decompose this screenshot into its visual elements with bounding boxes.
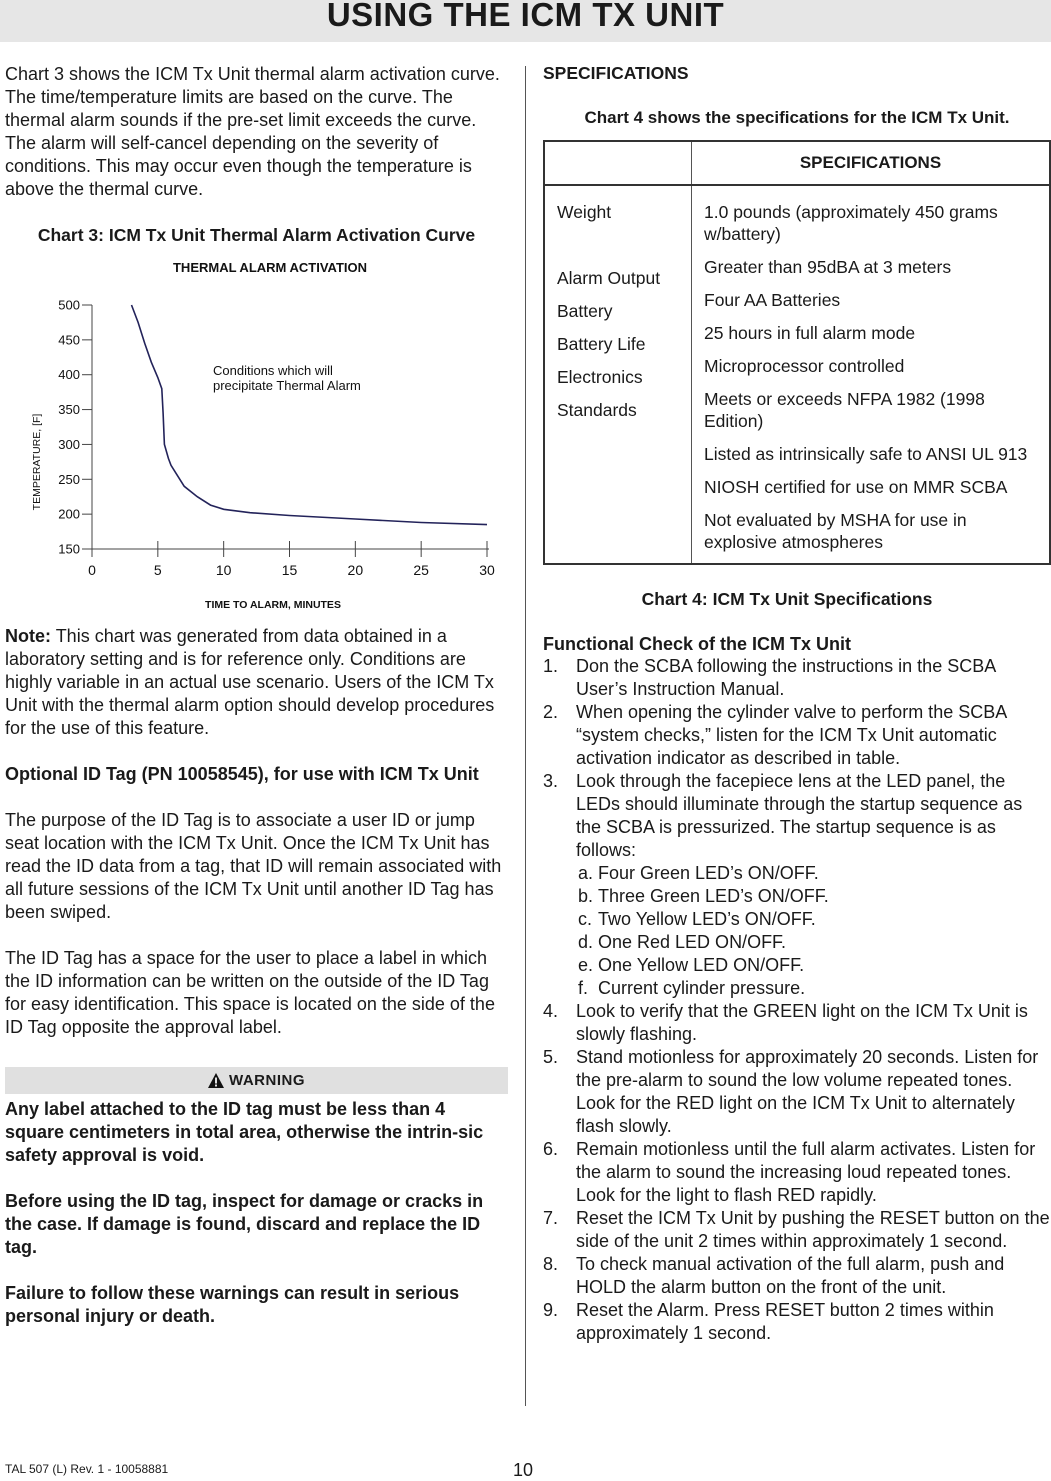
- x-tick-label: 0: [88, 562, 96, 578]
- spec-header: SPECIFICATIONS: [692, 141, 1051, 185]
- chart-title: THERMAL ALARM ACTIVATION: [172, 260, 368, 275]
- thermal-chart: [15, 257, 500, 615]
- step-number: 2.: [543, 702, 559, 722]
- spec-value: Meets or exceeds NFPA 1982 (1998 Edition): [704, 389, 985, 431]
- step-item: [543, 1253, 1051, 1299]
- step-text: Remain motionless until the full alarm activates. Listen for the alarm to sound the increasing loud repeated tones. Look for the light to flash RED rapidly.: [576, 1139, 1036, 1205]
- step-number: 3.: [543, 771, 559, 791]
- chart3-title: Chart 3: ICM Tx Unit Thermal Alarm Activation Curve: [37, 225, 476, 245]
- x-tick-label: 15: [281, 562, 298, 578]
- step-text: Reset the ICM Tx Unit by pushing the RESET button on the side of the unit 2 times within approximately 1 second.: [576, 1208, 1050, 1251]
- x-axis-label: TIME TO ALARM, MINUTES: [205, 599, 341, 611]
- specifications-heading: SPECIFICATIONS: [543, 63, 689, 83]
- substep-letter: b.: [578, 886, 594, 906]
- step-number: 7.: [543, 1208, 559, 1228]
- spec-value: NIOSH certified for use on MMR SCBA: [704, 477, 1008, 497]
- substep-letter: f.: [578, 978, 589, 998]
- step-item: [543, 1046, 1051, 1138]
- spec-value: 1.0 pounds (approximately 450 grams w/battery): [704, 202, 998, 244]
- thermal-chart-svg: [15, 257, 500, 615]
- step-item: [543, 1138, 1051, 1207]
- chart-axes: [58, 298, 495, 579]
- intro-paragraph: Chart 3 shows the ICM Tx Unit thermal alarm activation curve. The time/temperature limits are based on the curve. The thermal alarm sounds if the pre-set limit exceeds the curve. The alarm will self-cancel depending on the severity of conditions. This may occur even though the temperature is above the thermal curve.: [5, 64, 500, 199]
- spec-key: Alarm Output: [557, 268, 661, 288]
- y-tick-label: 250: [58, 471, 80, 487]
- spec-keys: [544, 185, 692, 564]
- step-text: Don the SCBA following the instructions in the SCBA User’s Instruction Manual.: [576, 656, 996, 699]
- substep-text: Two Yellow LED’s ON/OFF.: [598, 909, 816, 929]
- warning-paragraph: Before using the ID tag, inspect for damage or cracks in the case. If damage is found, discard and replace the ID tag.: [5, 1191, 484, 1257]
- step-number: 9.: [543, 1300, 559, 1320]
- functional-check-heading: Functional Check of the ICM Tx Unit: [543, 634, 852, 654]
- y-tick-label: 300: [58, 436, 80, 452]
- spec-value: Microprocessor controlled: [704, 356, 905, 376]
- annotation-line-1: Conditions which will: [213, 363, 333, 378]
- spec-value: Not evaluated by MSHA for use in explosive atmospheres: [704, 510, 967, 552]
- warning-paragraph: Failure to follow these warnings can result in serious personal injury or death.: [5, 1283, 460, 1326]
- x-tick-label: 20: [347, 562, 364, 578]
- left-column: [5, 63, 508, 1328]
- step-item: [543, 655, 1051, 701]
- x-tick-label: 10: [215, 562, 232, 578]
- annotation-line-2: precipitate Thermal Alarm: [213, 378, 361, 393]
- step-item: [543, 1299, 1051, 1345]
- y-tick-label: 150: [58, 541, 80, 557]
- note-paragraph: [5, 625, 508, 740]
- step-number: 1.: [543, 656, 559, 676]
- y-tick-label: 400: [58, 367, 80, 383]
- column-divider: [525, 66, 526, 1406]
- right-column: [543, 63, 1051, 1345]
- step-text: Look to verify that the GREEN light on the ICM Tx Unit is slowly flashing.: [576, 1001, 1028, 1044]
- spec-header-blank: [544, 141, 692, 185]
- spec-key: Standards: [557, 400, 637, 420]
- y-tick-label: 450: [58, 332, 80, 348]
- step-number: 8.: [543, 1254, 559, 1274]
- spec-key: Battery Life: [557, 334, 646, 354]
- id-tag-heading: Optional ID Tag (PN 10058545), for use with ICM Tx Unit: [5, 764, 479, 784]
- substep-text: Four Green LED’s ON/OFF.: [598, 863, 819, 883]
- substep-item: [578, 977, 1051, 1000]
- spec-value: Greater than 95dBA at 3 meters: [704, 257, 952, 277]
- substep-item: [578, 862, 1051, 885]
- step-text: Look through the facepiece lens at the LED panel, the LEDs should illuminate through the startup sequence as the SCBA is pressurized. The startup sequence is as follows:: [576, 771, 1023, 860]
- warning-banner: [5, 1067, 508, 1094]
- spec-key: Electronics: [557, 367, 643, 387]
- x-tick-label: 5: [153, 562, 162, 578]
- series-line: [132, 305, 488, 525]
- y-axis-label: TEMPERATURE, [F]: [31, 413, 43, 511]
- substep-letter: d.: [578, 932, 594, 952]
- step-item: [543, 701, 1051, 770]
- title-bar: [0, 0, 1051, 42]
- substep-text: One Red LED ON/OFF.: [598, 932, 787, 952]
- spec-value: Four AA Batteries: [704, 290, 841, 310]
- step-text: When opening the cylinder valve to perform the SCBA “system checks,” listen for the ICM Tx Unit automatic activation indicator as described in table.: [576, 702, 1007, 768]
- step-text: Stand motionless for approximately 20 seconds. Listen for the pre-alarm to sound the low volume repeated tones. Look for the RED light on the ICM Tx Unit to alternately flash slowly.: [576, 1047, 1039, 1136]
- warning-paragraph: Any label attached to the ID tag must be less than 4 square centimeters in total area, otherwise the intrin-sic safety approval is void.: [5, 1099, 484, 1165]
- spec-key: Battery: [557, 301, 613, 321]
- specifications-intro: Chart 4 shows the specifications for the ICM Tx Unit.: [584, 108, 1010, 127]
- substep-letter: a.: [578, 863, 594, 883]
- substep-text: One Yellow LED ON/OFF.: [598, 955, 805, 975]
- spec-value: Listed as intrinsically safe to ANSI UL 913: [704, 444, 1028, 464]
- step-item: [543, 1207, 1051, 1253]
- warning-label: WARNING: [229, 1072, 305, 1089]
- substep-item: [578, 931, 1051, 954]
- id-tag-paragraph-1: The purpose of the ID Tag is to associate a user ID or jump seat location with the ICM Tx Unit. Once the ICM Tx Unit has read the ID data from a tag, that ID will remain associated with all future sessions of the ICM Tx Unit until another ID Tag has been swiped.: [5, 810, 502, 922]
- footer-doc-id: TAL 507 (L) Rev. 1 - 10058881: [5, 1462, 169, 1476]
- y-tick-label: 350: [58, 402, 80, 418]
- substep-item: [578, 885, 1051, 908]
- page-title: USING THE ICM TX UNIT: [326, 0, 725, 33]
- chart4-caption: Chart 4: ICM Tx Unit Specifications: [641, 589, 933, 609]
- spec-values: [692, 185, 1051, 564]
- spec-header-row: [544, 141, 1050, 185]
- substep-item: [578, 908, 1051, 931]
- specifications-table: [543, 140, 1051, 565]
- step-text: Reset the Alarm. Press RESET button 2 times within approximately 1 second.: [576, 1300, 994, 1343]
- substep-text: Current cylinder pressure.: [598, 978, 806, 998]
- substep-letter: e.: [578, 955, 594, 975]
- spec-body-row: [544, 185, 1050, 564]
- step-number: 5.: [543, 1047, 559, 1067]
- spec-key: Weight: [557, 202, 612, 222]
- warning-triangle-icon: [208, 1073, 224, 1088]
- note-label: Note:: [5, 626, 51, 646]
- note-text: This chart was generated from data obtained in a laboratory setting and is for reference only. Conditions are highly variable in an actual use scenario. Users of the ICM Tx Unit with the thermal alarm option should develop procedures for the use of this feature.: [5, 626, 495, 738]
- page-number: 10: [513, 1460, 534, 1480]
- startup-sequence-list: [576, 862, 1051, 1000]
- step-text: To check manual activation of the full alarm, push and HOLD the alarm button on the front of the unit.: [576, 1254, 1005, 1297]
- substep-text: Three Green LED’s ON/OFF.: [598, 886, 829, 906]
- step-item: [543, 770, 1051, 1000]
- step-number: 6.: [543, 1139, 559, 1159]
- step-item: [543, 1000, 1051, 1046]
- x-tick-label: 30: [479, 562, 495, 578]
- x-tick-label: 25: [413, 562, 429, 578]
- warning-text-block: [5, 1098, 508, 1328]
- y-tick-label: 500: [58, 297, 80, 313]
- spec-value: 25 hours in full alarm mode: [704, 323, 916, 343]
- step-number: 4.: [543, 1001, 559, 1021]
- y-tick-label: 200: [58, 506, 80, 522]
- functional-check-steps: [543, 655, 1051, 1345]
- substep-item: [578, 954, 1051, 977]
- substep-letter: c.: [578, 909, 593, 929]
- id-tag-paragraph-2: The ID Tag has a space for the user to place a label in which the ID information can be written on the outside of the ID Tag for easy identification. This space is located on the side of the ID Tag opposite the approval label.: [5, 948, 495, 1037]
